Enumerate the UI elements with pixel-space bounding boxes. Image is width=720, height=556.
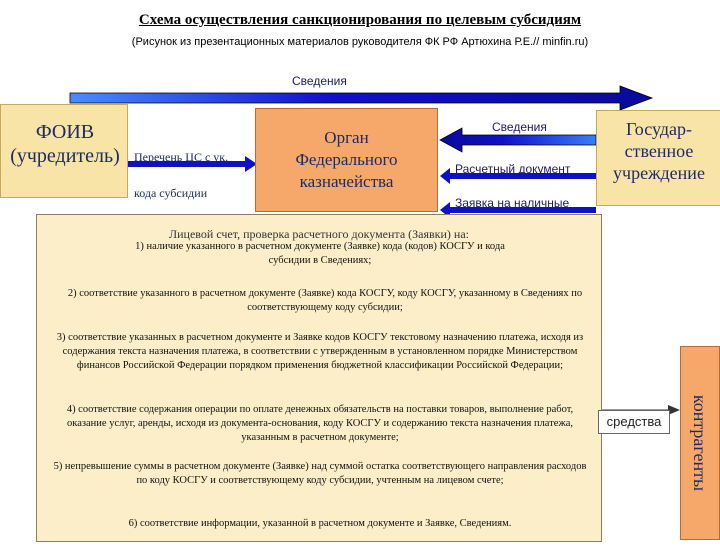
foiv-line1: ФОИВ	[35, 121, 95, 143]
check-item-4: 4) соответствие содержания операции по оплате денежных обязательств на поставки товаров, выполнение работ, оказание услуг, аренды, исходя из документа-основания, коду КОСГУ и содержанию текста назначения платежа, указанным в расчетном документе;	[66, 404, 574, 443]
list-codes-line2: кода субсидии	[134, 186, 208, 200]
gov-line3: учреждение	[613, 163, 705, 183]
check-item-1: 1) наличие указанного в расчетном документе (Заявке) кода (кодов) КОСГУ и кода субсидии в Сведениях;	[135, 241, 505, 266]
gov-line1: Государ-	[625, 119, 693, 139]
cash-request-arrow-label: Заявка на наличные	[455, 196, 570, 210]
check-item-5: 5) непревышение суммы в расчетном документе (Заявке) над суммой остатка соответствующего направления расходов по коду КОСГУ и соответствующему коду субсидии, учтенным на лицевом счете;	[53, 461, 587, 486]
check-item-2: 2) соответствие указанного в расчетном документе (Заявке) кода КОСГУ, коду КОСГУ, указанному в Сведениях по соответствующему коду субсидии;	[67, 288, 583, 313]
checks-title: Лицевой счет, проверка расчетного документа (Заявки) на:	[169, 227, 469, 241]
treasury-line1: Орган	[324, 128, 369, 147]
sredstva-label: средства	[598, 410, 670, 434]
foiv-label	[0, 120, 130, 168]
arrow-top-svedeniya	[70, 86, 652, 110]
kontragenty-label: контрагенты	[690, 394, 710, 492]
top-arrow-label: Сведения	[292, 74, 347, 88]
svedeniya-arrow-label: Сведения	[492, 120, 547, 134]
gov-line2: ственное	[624, 141, 694, 161]
foiv-list-codes	[134, 139, 228, 211]
treasury-line3: казначейства	[299, 172, 394, 191]
treasury-box	[255, 108, 438, 212]
calc-doc-arrow-label: Расчетный документ	[455, 162, 571, 176]
gov-institution-label	[592, 118, 720, 184]
check-item-3: 3) соответствие указанных в расчетном документе и Заявке кодов КОСГУ текстовому назначению платежа, исходя из содержания текста назначения платежа, в соответствии с утвержденным в установленном порядке Министерством финансов Российской Федерации порядком применения бюджетной классификации Российской Федерации;	[56, 332, 584, 371]
foiv-line2: (учредитель)	[10, 145, 120, 167]
check-item-6: 6) соответствие информации, указанной в расчетном документе и Заявке, Сведениям.	[128, 518, 512, 529]
list-codes-line1: Перечень ЦС с ук.	[134, 150, 229, 164]
diagram-subtitle: (Рисунок из презентационных материалов руководителя ФК РФ Артюхина Р.Е.// minfin.ru)	[131, 36, 589, 48]
treasury-line2: Федерального	[295, 150, 398, 169]
diagram-title: Схема осуществления санкционирования по целевым субсидиям	[138, 12, 582, 28]
